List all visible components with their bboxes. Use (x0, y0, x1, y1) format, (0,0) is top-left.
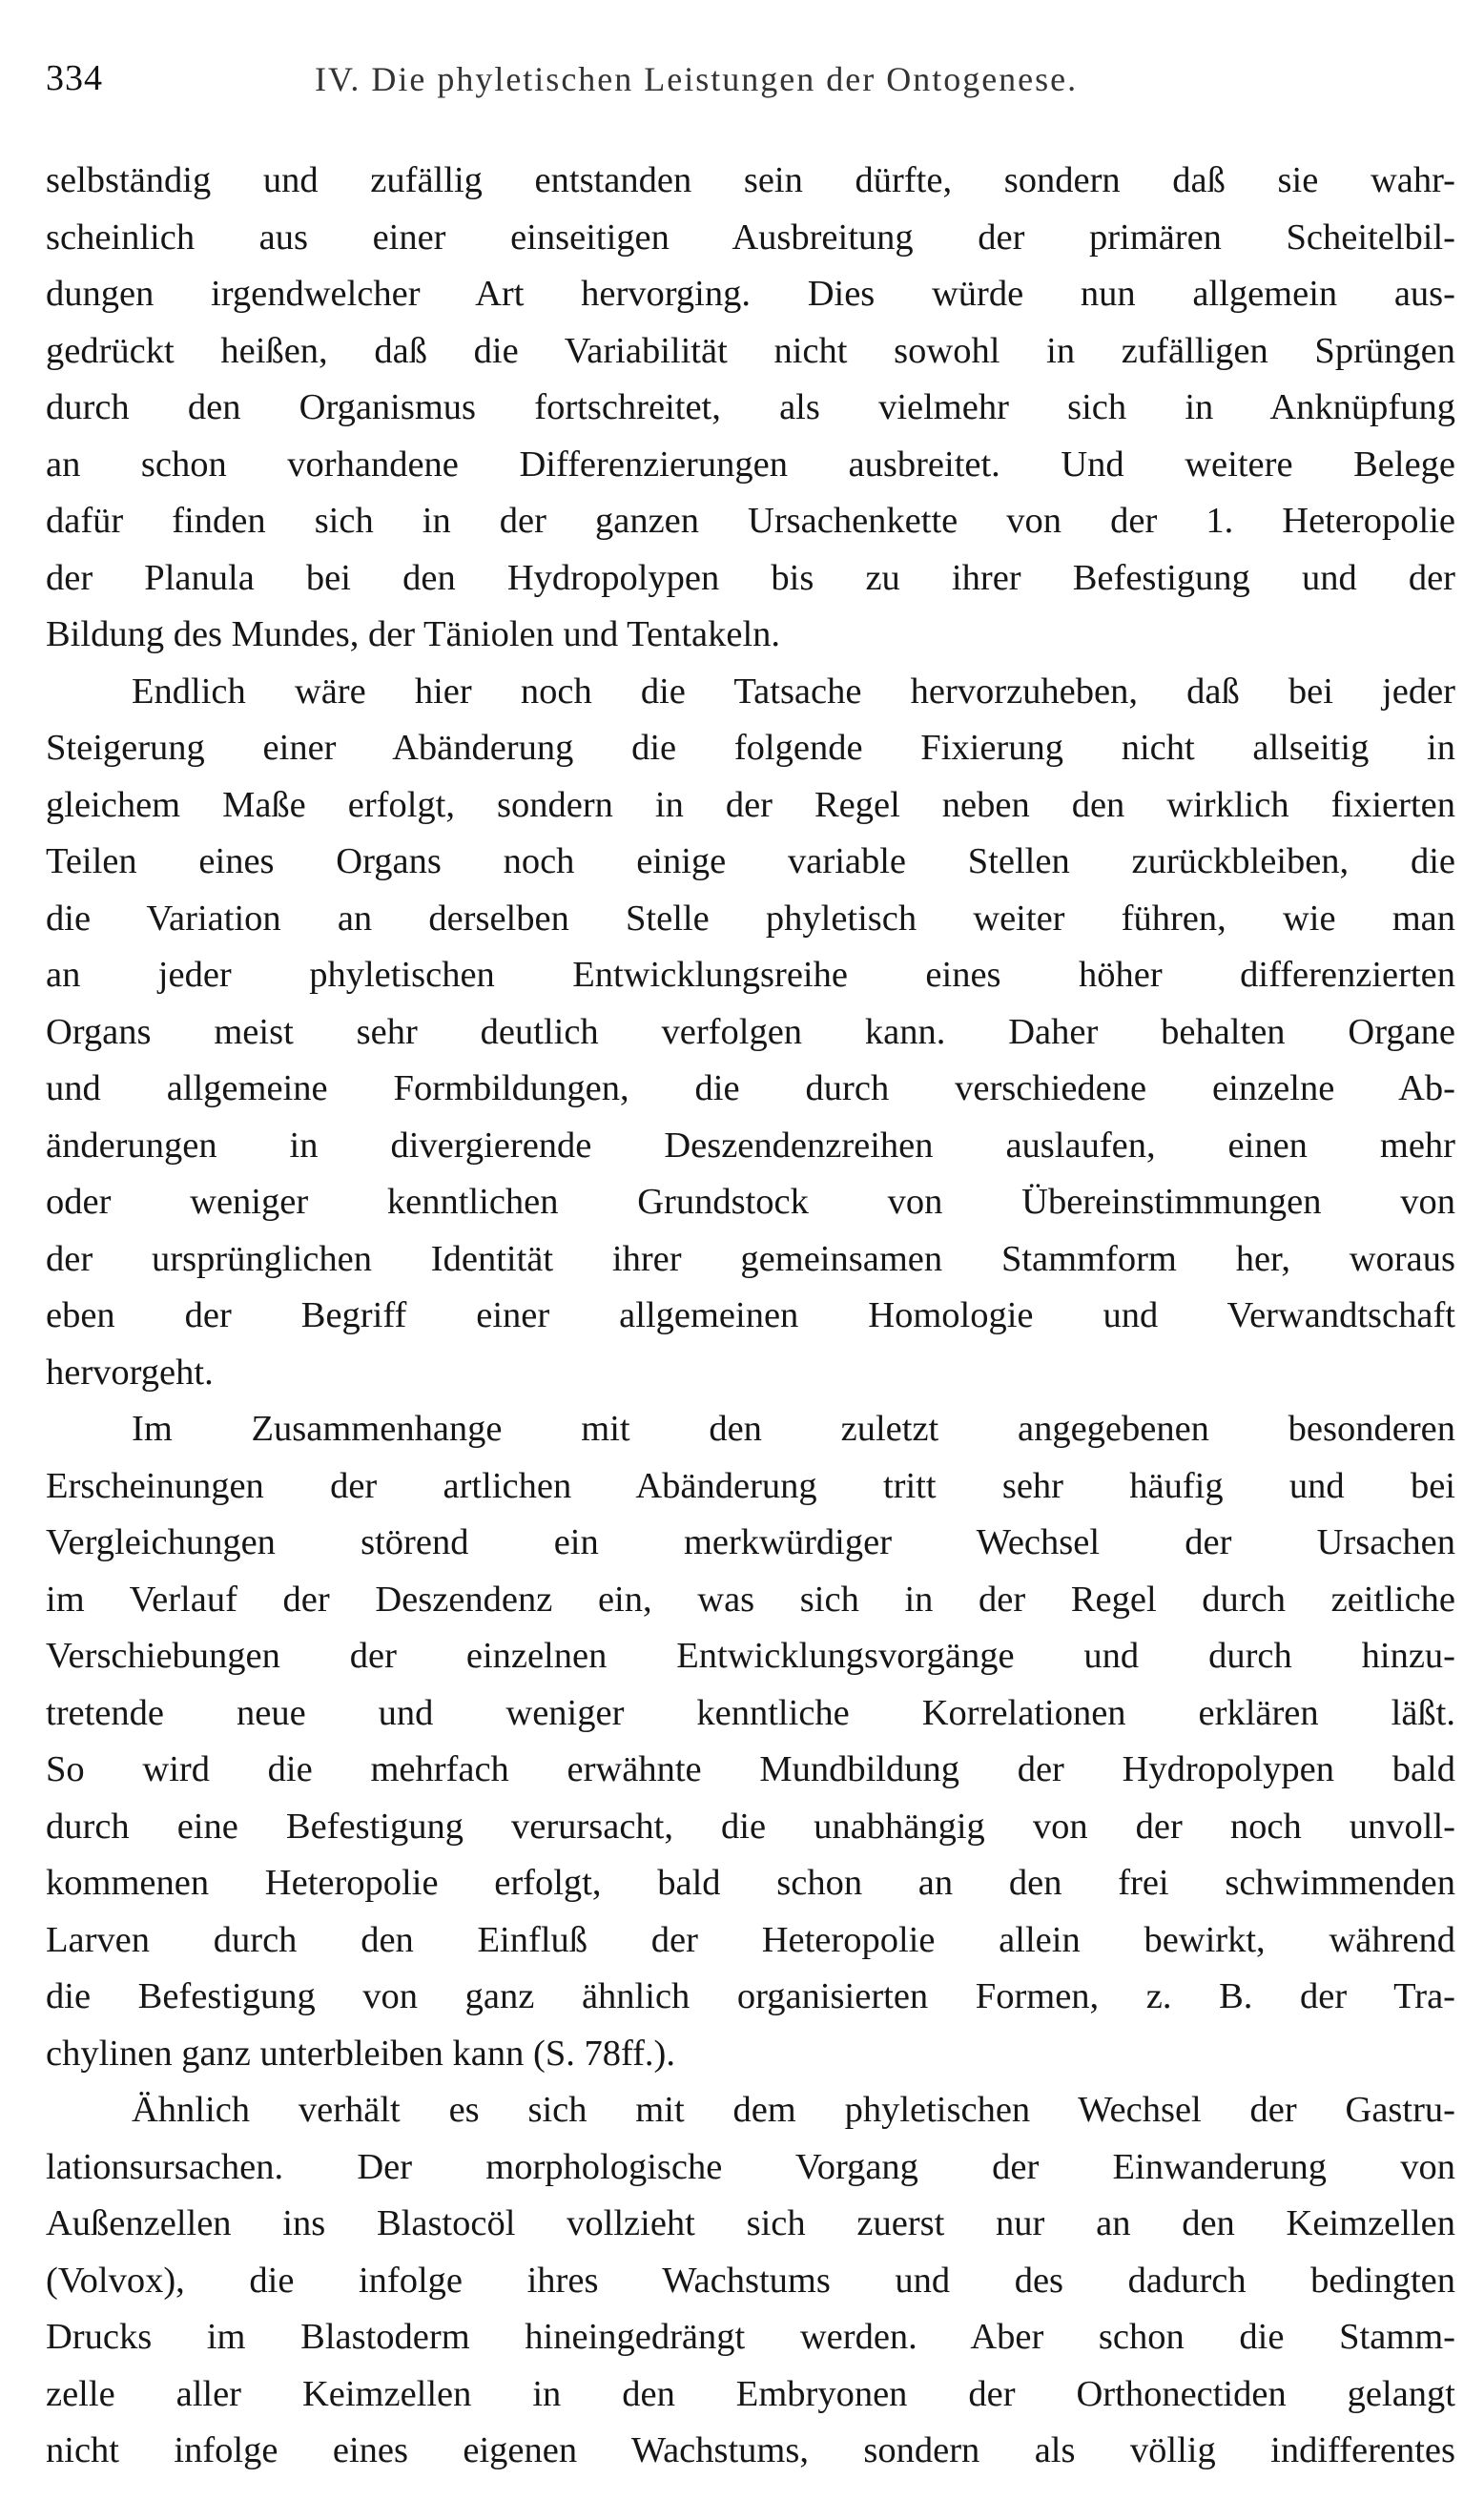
text-line: Verschiebungen der einzelnen Entwicklungsvorgänge und durch hinzu- (46, 1636, 1455, 1676)
text-line: chylinen ganz unterbleiben kann (S. 78ff.). (46, 2033, 676, 2074)
text-line: der ursprünglichen Identität ihrer gemeinsamen Stammform her, woraus (46, 1238, 1455, 1279)
running-title: IV. Die phyletischen Leistungen der Ontogenese. (315, 60, 1079, 98)
text-line: Drucks im Blastoderm hineingedrängt werden. Aber schon die Stamm- (46, 2317, 1455, 2357)
text-line: eben der Begriff einer allgemeinen Homologie und Verwandtschaft (46, 1295, 1455, 1335)
text-line: und allgemeine Formbildungen, die durch verschiedene einzelne Ab- (46, 1068, 1455, 1108)
page-header (46, 57, 1455, 114)
text-line: selbständig und zufällig entstanden sein dürfte, sondern daß sie wahr- (46, 160, 1455, 200)
text-line: gedrückt heißen, daß die Variabilität nicht sowohl in zufälligen Sprüngen (46, 330, 1455, 371)
text-line: Bildung des Mundes, der Täniolen und Tentakeln. (46, 614, 781, 654)
paragraph-start-line: Im Zusammenhange mit den zuletzt angegebenen besonderen (132, 1409, 1455, 1449)
text-line: tretende neue und weniger kenntliche Korrelationen erklären läßt. (46, 1692, 1455, 1733)
text-line: oder weniger kenntlichen Grundstock von Übereinstimmungen von (46, 1182, 1455, 1222)
text-line: kommenen Heteropolie erfolgt, bald schon an den frei schwimmenden (46, 1863, 1455, 1903)
text-line: lationsursachen. Der morphologische Vorgang der Einwanderung von (46, 2146, 1455, 2187)
text-line: Vergleichungen störend ein merkwürdiger Wechsel der Ursachen (46, 1522, 1455, 1562)
text-line: der Planula bei den Hydropolypen bis zu ihrer Befestigung und der (46, 557, 1455, 598)
text-line: durch den Organismus fortschreitet, als vielmehr sich in Anknüpfung (46, 387, 1455, 427)
text-line: (Volvox), die infolge ihres Wachstums und des dadurch bedingten (46, 2260, 1455, 2301)
text-line: Teilen eines Organs noch einige variable Stellen zurückbleiben, die (46, 841, 1455, 881)
paragraph-start-line: Ähnlich verhält es sich mit dem phyletischen Wechsel der Gastru- (132, 2090, 1455, 2130)
text-line: Larven durch den Einfluß der Heteropolie allein bewirkt, während (46, 1919, 1455, 1960)
text-line: an jeder phyletischen Entwicklungsreihe eines höher differenzierten (46, 955, 1455, 995)
text-line: die Variation an derselben Stelle phyletisch weiter führen, wie man (46, 898, 1455, 939)
text-line: im Verlauf der Deszendenz ein, was sich in der Regel durch zeitliche (46, 1579, 1455, 1620)
text-line: Organs meist sehr deutlich verfolgen kann. Daher behalten Organe (46, 1011, 1455, 1052)
text-line: dungen irgendwelcher Art hervorging. Dies würde nun allgemein aus- (46, 274, 1455, 314)
page-number: 334 (46, 58, 103, 98)
paragraph-start-line: Endlich wäre hier noch die Tatsache hervorzuheben, daß bei jeder (132, 671, 1455, 712)
text-line: Außenzellen ins Blastocöl vollzieht sich zuerst nur an den Keimzellen (46, 2203, 1455, 2243)
text-line: zelle aller Keimzellen in den Embryonen der Orthonectiden gelangt (46, 2373, 1455, 2414)
text-line: dafür finden sich in der ganzen Ursachenkette von der 1. Heteropolie (46, 501, 1455, 541)
text-line: Erscheinungen der artlichen Abänderung tritt sehr häufig und bei (46, 1465, 1455, 1506)
book-page (46, 57, 1455, 2480)
text-line: die Befestigung von ganz ähnlich organisierten Formen, z. B. der Tra- (46, 1976, 1455, 2016)
text-line: hervorgeht. (46, 1352, 214, 1393)
text-line: gleichem Maße erfolgt, sondern in der Regel neben den wirklich fixierten (46, 784, 1455, 825)
text-line: So wird die mehrfach erwähnte Mundbildung der Hydropolypen bald (46, 1749, 1455, 1789)
text-line: Steigerung einer Abänderung die folgende Fixierung nicht allseitig in (46, 728, 1455, 768)
text-line: scheinlich aus einer einseitigen Ausbreitung der primären Scheitelbil- (46, 217, 1455, 258)
text-line: änderungen in divergierende Deszendenzreihen auslaufen, einen mehr (46, 1125, 1455, 1166)
body-text (46, 153, 1455, 2480)
text-line: durch eine Befestigung verursacht, die unabhängig von der noch unvoll- (46, 1806, 1455, 1847)
text-line: nicht infolge eines eigenen Wachstums, sondern als völlig indifferentes (46, 2430, 1455, 2470)
text-line: an schon vorhandene Differenzierungen ausbreitet. Und weitere Belege (46, 444, 1455, 485)
